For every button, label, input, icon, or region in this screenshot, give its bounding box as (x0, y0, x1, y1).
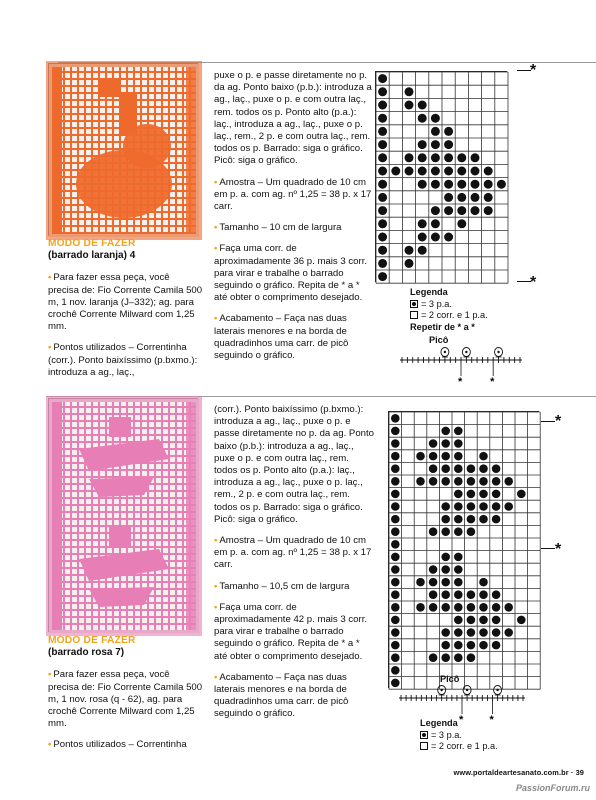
section2-subheading: (barrado rosa 7) (48, 647, 125, 659)
filled-block-dot (378, 259, 387, 268)
filled-block-dot (484, 167, 493, 176)
filled-block-dot (479, 515, 488, 524)
bullet-icon: • (214, 580, 218, 592)
picot-loop-icon (438, 686, 446, 696)
filled-block-dot (479, 603, 488, 612)
filled-block-dot (405, 167, 414, 176)
section1-materials: • Para fazer essa peça, você precisa de: Fio Corrente Camila 500 m, 1 nov. laranja (J–332); ag. para crochê Corrente Milward com 1,25 mm. (48, 272, 203, 333)
filled-block-dot (431, 127, 440, 136)
filled-block-dot (378, 193, 387, 202)
filled-block-dot (479, 464, 488, 473)
filled-block-dot (441, 565, 450, 574)
filled-block-dot (418, 219, 427, 228)
filled-block-dot (391, 616, 400, 625)
filled-block-dot (457, 153, 466, 162)
repeat-star-bottom: * (530, 274, 537, 291)
filled-block-dot (467, 515, 476, 524)
legend-filled-row: = 3 p.a. (410, 299, 488, 311)
filled-square-icon (420, 731, 428, 739)
filled-block-dot (391, 477, 400, 486)
filled-block-dot (418, 101, 427, 110)
filled-block-dot (467, 477, 476, 486)
filled-block-dot (405, 101, 414, 110)
filled-block-dot (429, 565, 438, 574)
filled-block-dot (484, 206, 493, 215)
filled-block-dot (378, 219, 387, 228)
filled-block-dot (378, 140, 387, 149)
filled-block-dot (504, 603, 513, 612)
instruction-paragraph: (corr.). Ponto baixíssimo (p.bxmo.): introduza a ag., laç., puxe o p. e passe diretamente no p. da ag. Ponto baixo (p.b.): introduza a ag., laç., puxe o p. e com outra laç., rem. todos os p. Ponto alto (p.a.): laç., introduza a ag., laç., puxe o p. laç., rem., 2 p. e com outra laç., rem. todos os p. Barrado: siga o gráfico. Picô: siga o gráfico. (214, 404, 375, 525)
section1-picot-label: Picô (429, 335, 449, 345)
filled-block-dot (429, 477, 438, 486)
picot-loop-icon (463, 686, 471, 696)
filled-block-dot (405, 153, 414, 162)
filled-block-dot (479, 502, 488, 511)
filled-block-dot (454, 641, 463, 650)
filled-block-dot (391, 414, 400, 423)
legend-empty-row: = 2 corr. e 1 p.a. (410, 310, 488, 322)
filled-block-dot (484, 180, 493, 189)
filled-block-dot (441, 502, 450, 511)
filled-block-dot (378, 114, 387, 123)
section2-stitches: • Pontos utilizados – Correntinha (48, 739, 187, 751)
filled-block-dot (441, 590, 450, 599)
section2-crochet-chart (388, 411, 539, 688)
filled-block-dot (454, 515, 463, 524)
page-footer: www.portaldeartesanato.com.br · 39 (453, 768, 584, 777)
filled-block-dot (444, 180, 453, 189)
filled-block-dot (378, 74, 387, 83)
bullet-icon: • (48, 669, 52, 681)
filled-block-dot (418, 233, 427, 242)
filled-block-dot (441, 515, 450, 524)
filled-block-dot (492, 628, 501, 637)
filled-block-dot (467, 603, 476, 612)
picot-loop-icon (494, 686, 502, 696)
filled-block-dot (492, 490, 501, 499)
filled-block-dot (479, 628, 488, 637)
instruction-paragraph: • Amostra – Um quadrado de 10 cm em p. a. com ag. nº 1,25 = 38 p. x 17 carr. (214, 176, 372, 213)
filled-block-dot (454, 578, 463, 587)
filled-block-dot (457, 180, 466, 189)
filled-block-dot (391, 452, 400, 461)
filled-block-dot (467, 590, 476, 599)
filled-block-dot (444, 233, 453, 242)
filled-block-dot (418, 167, 427, 176)
instruction-paragraph: • Acabamento – Faça nas duas laterais menores e na borda de quadradinhos uma carr. de picô seguindo o gráfico. (214, 313, 349, 362)
filled-block-dot (492, 502, 501, 511)
filled-block-dot (405, 87, 414, 96)
filled-block-dot (391, 565, 400, 574)
section1-left-column (48, 238, 203, 388)
filled-block-dot (391, 515, 400, 524)
repeat-marker-line (517, 281, 531, 282)
empty-square-icon (410, 311, 418, 319)
section1-crochet-chart (375, 71, 507, 282)
filled-block-dot (391, 590, 400, 599)
filled-block-dot (391, 439, 400, 448)
filled-block-dot (441, 527, 450, 536)
filled-block-dot (441, 641, 450, 650)
filled-block-dot (418, 153, 427, 162)
filled-block-dot (429, 603, 438, 612)
filled-block-dot (454, 553, 463, 562)
filled-block-dot (441, 427, 450, 436)
bullet-icon: • (214, 313, 218, 325)
section2-left-column (48, 635, 203, 761)
filled-block-dot (441, 628, 450, 637)
filled-block-dot (444, 127, 453, 136)
instruction-paragraph: • Tamanho – 10 cm de largura (214, 222, 342, 234)
filled-block-dot (429, 590, 438, 599)
instruction-paragraph: • Faça uma corr. de aproximadamente 36 p. mais 3 corr. para virar e trabalhe o barrado seguindo o gráfico. Repita de * a * até obter o comprimento desejado. (214, 243, 368, 304)
filled-block-dot (484, 193, 493, 202)
filled-block-dot (457, 167, 466, 176)
filled-block-dot (416, 603, 425, 612)
filled-block-dot (454, 527, 463, 536)
filled-block-dot (444, 206, 453, 215)
filled-block-dot (431, 180, 440, 189)
instruction-paragraph: • Faça uma corr. de aproximadamente 42 p. mais 3 corr. para virar e trabalhe o barrado seguindo o gráfico. Repita de * a * até obter o comprimento desejado. (214, 601, 368, 662)
filled-block-dot (431, 114, 440, 123)
filled-block-dot (418, 140, 427, 149)
filled-block-dot (378, 87, 387, 96)
filled-block-dot (444, 193, 453, 202)
svg-text:*: * (490, 376, 495, 388)
filled-block-dot (457, 206, 466, 215)
legend-repeat: Repetir de * a * (410, 321, 475, 332)
filled-block-dot (492, 590, 501, 599)
picot-loop-icon (462, 348, 470, 358)
filled-block-dot (454, 490, 463, 499)
orange-crochet-image (49, 64, 199, 237)
filled-block-dot (391, 167, 400, 176)
filled-block-dot (429, 439, 438, 448)
filled-block-dot (454, 603, 463, 612)
section1-mid-column (214, 70, 374, 371)
instruction-paragraph: • Tamanho – 10,5 cm de largura (214, 580, 350, 592)
repeat-marker-line (541, 421, 555, 422)
repeat-marker-line (517, 70, 531, 71)
filled-block-dot (441, 464, 450, 473)
bullet-icon: • (48, 739, 52, 751)
legend-empty-row: = 2 corr. e 1 p.a. (420, 741, 498, 753)
filled-block-dot (391, 540, 400, 549)
filled-block-dot (479, 477, 488, 486)
filled-block-dot (391, 427, 400, 436)
filled-block-dot (454, 616, 463, 625)
filled-block-dot (454, 590, 463, 599)
section2-heading: MODO DE FAZER (48, 635, 136, 646)
filled-block-dot (391, 490, 400, 499)
filled-block-dot (441, 578, 450, 587)
repeat-star-bottom: * (555, 541, 562, 558)
repeat-marker-line (541, 548, 555, 549)
filled-block-dot (441, 477, 450, 486)
filled-block-dot (454, 653, 463, 662)
filled-block-dot (441, 653, 450, 662)
legend-title: Legenda (420, 718, 458, 728)
filled-block-dot (454, 477, 463, 486)
bullet-icon: • (214, 222, 218, 234)
filled-block-dot (441, 553, 450, 562)
filled-block-dot (391, 641, 400, 650)
filled-block-dot (444, 167, 453, 176)
filled-block-dot (479, 616, 488, 625)
svg-text:*: * (458, 376, 463, 388)
filled-block-dot (492, 515, 501, 524)
section1-picot-diagram (398, 344, 524, 388)
filled-block-dot (492, 641, 501, 650)
section1-stitches: • Pontos utilizados – Correntinha (corr.). Ponto baixíssimo (p.bxmo.): introduza a ag., laç., (48, 342, 198, 378)
page-number: 39 (575, 768, 584, 777)
filled-block-dot (391, 603, 400, 612)
filled-block-dot (454, 439, 463, 448)
filled-block-dot (378, 206, 387, 215)
section2-picot-label: Picô (440, 674, 460, 684)
filled-block-dot (454, 452, 463, 461)
filled-block-dot (444, 153, 453, 162)
section1-subheading: (barrado laranja) 4 (48, 250, 136, 262)
section1-legend (410, 287, 488, 333)
repeat-star-top: * (555, 413, 562, 430)
instruction-paragraph: puxe o p. e passe diretamente no p. da ag. Ponto baixo (p.b.): introduza a ag., laç., puxe o p. e com outra laç., rem. todos os p. Ponto alto (p.a.): laç., introduza a ag., laç., puxe o p. laç., rem., 2 p. e com outra laç., rem. todos os p. Barrado: siga o gráfico. Picô: siga o gráfico. (214, 70, 372, 167)
filled-block-dot (378, 233, 387, 242)
section2-materials: • Para fazer essa peça, você precisa de: Fio Corrente Camila 500 m, 1 nov. rosa (q - 62), ag. para crochê Corrente Milward com 1,25 mm. (48, 669, 203, 730)
filled-block-dot (444, 140, 453, 149)
filled-block-dot (492, 477, 501, 486)
filled-block-dot (467, 490, 476, 499)
picot-loop-icon (441, 348, 449, 358)
filled-block-dot (431, 219, 440, 228)
filled-block-dot (467, 653, 476, 662)
filled-block-dot (454, 628, 463, 637)
footer-site: www.portaldeartesanato.com.br (453, 768, 569, 777)
filled-block-dot (454, 502, 463, 511)
filled-block-dot (479, 490, 488, 499)
filled-block-dot (391, 527, 400, 536)
filled-block-dot (416, 452, 425, 461)
filled-block-dot (418, 246, 427, 255)
filled-block-dot (378, 272, 387, 281)
instruction-paragraph: • Acabamento – Faça nas duas laterais menores e na borda de quadradinhos uma carr. de picô seguindo o gráfico. (214, 671, 349, 720)
filled-block-dot (391, 628, 400, 637)
filled-block-dot (504, 628, 513, 637)
filled-block-dot (378, 246, 387, 255)
filled-block-dot (416, 477, 425, 486)
section2-legend (420, 718, 498, 753)
filled-square-icon (410, 300, 418, 308)
filled-block-dot (441, 603, 450, 612)
filled-block-dot (429, 452, 438, 461)
filled-block-dot (418, 114, 427, 123)
filled-block-dot (431, 153, 440, 162)
filled-block-dot (431, 206, 440, 215)
filled-block-dot (467, 616, 476, 625)
filled-block-dot (471, 153, 480, 162)
pink-crochet-image (49, 399, 199, 633)
bullet-icon: • (48, 272, 52, 284)
orange-border-photo (48, 63, 198, 236)
filled-block-dot (416, 578, 425, 587)
filled-block-dot (378, 167, 387, 176)
filled-block-dot (517, 616, 526, 625)
filled-block-dot (504, 502, 513, 511)
filled-block-dot (391, 653, 400, 662)
filled-block-dot (471, 193, 480, 202)
filled-block-dot (492, 616, 501, 625)
svg-text:*: * (459, 714, 464, 726)
filled-block-dot (454, 427, 463, 436)
filled-block-dot (467, 641, 476, 650)
filled-block-dot (429, 578, 438, 587)
bullet-icon: • (214, 243, 218, 255)
bullet-icon: • (214, 601, 218, 613)
repeat-star-top: * (530, 62, 537, 79)
bullet-icon: • (214, 671, 218, 683)
filled-block-dot (454, 565, 463, 574)
filled-block-dot (457, 193, 466, 202)
filled-block-dot (504, 477, 513, 486)
filled-block-dot (391, 578, 400, 587)
section1-heading: MODO DE FAZER (48, 238, 136, 249)
filled-block-dot (441, 452, 450, 461)
svg-text:*: * (489, 714, 494, 726)
legend-filled-row: = 3 p.a. (420, 730, 498, 742)
filled-block-dot (378, 153, 387, 162)
filled-block-dot (441, 439, 450, 448)
filled-block-dot (391, 464, 400, 473)
section2-mid-column (214, 404, 374, 730)
watermark: PassionForum.ru (515, 783, 590, 793)
bullet-icon: • (48, 342, 52, 354)
filled-block-dot (429, 464, 438, 473)
filled-block-dot (391, 553, 400, 562)
filled-block-dot (405, 259, 414, 268)
filled-block-dot (391, 502, 400, 511)
filled-block-dot (492, 603, 501, 612)
filled-block-dot (479, 641, 488, 650)
bullet-icon: • (214, 176, 218, 188)
filled-block-dot (378, 180, 387, 189)
filled-block-dot (497, 180, 506, 189)
filled-block-dot (391, 666, 400, 675)
instruction-paragraph: • Amostra – Um quadrado de 10 cm em p. a. com ag. nº 1,25 = 38 p. x 17 carr. (214, 535, 372, 571)
filled-block-dot (429, 527, 438, 536)
bullet-icon: • (214, 535, 218, 547)
empty-square-icon (420, 742, 428, 750)
picot-loop-icon (495, 348, 503, 358)
filled-block-dot (378, 101, 387, 110)
filled-block-dot (431, 167, 440, 176)
filled-block-dot (431, 140, 440, 149)
filled-block-dot (431, 233, 440, 242)
filled-block-dot (479, 578, 488, 587)
filled-block-dot (471, 180, 480, 189)
filled-block-dot (517, 490, 526, 499)
filled-block-dot (467, 502, 476, 511)
filled-block-dot (479, 452, 488, 461)
filled-block-dot (467, 527, 476, 536)
filled-block-dot (492, 464, 501, 473)
filled-block-dot (454, 464, 463, 473)
filled-block-dot (471, 167, 480, 176)
filled-block-dot (378, 127, 387, 136)
filled-block-dot (471, 206, 480, 215)
filled-block-dot (467, 464, 476, 473)
filled-block-dot (457, 219, 466, 228)
filled-block-dot (467, 628, 476, 637)
filled-block-dot (429, 653, 438, 662)
pink-border-photo (48, 398, 198, 632)
filled-block-dot (418, 180, 427, 189)
filled-block-dot (405, 246, 414, 255)
filled-block-dot (479, 590, 488, 599)
legend-title: Legenda (410, 287, 448, 297)
